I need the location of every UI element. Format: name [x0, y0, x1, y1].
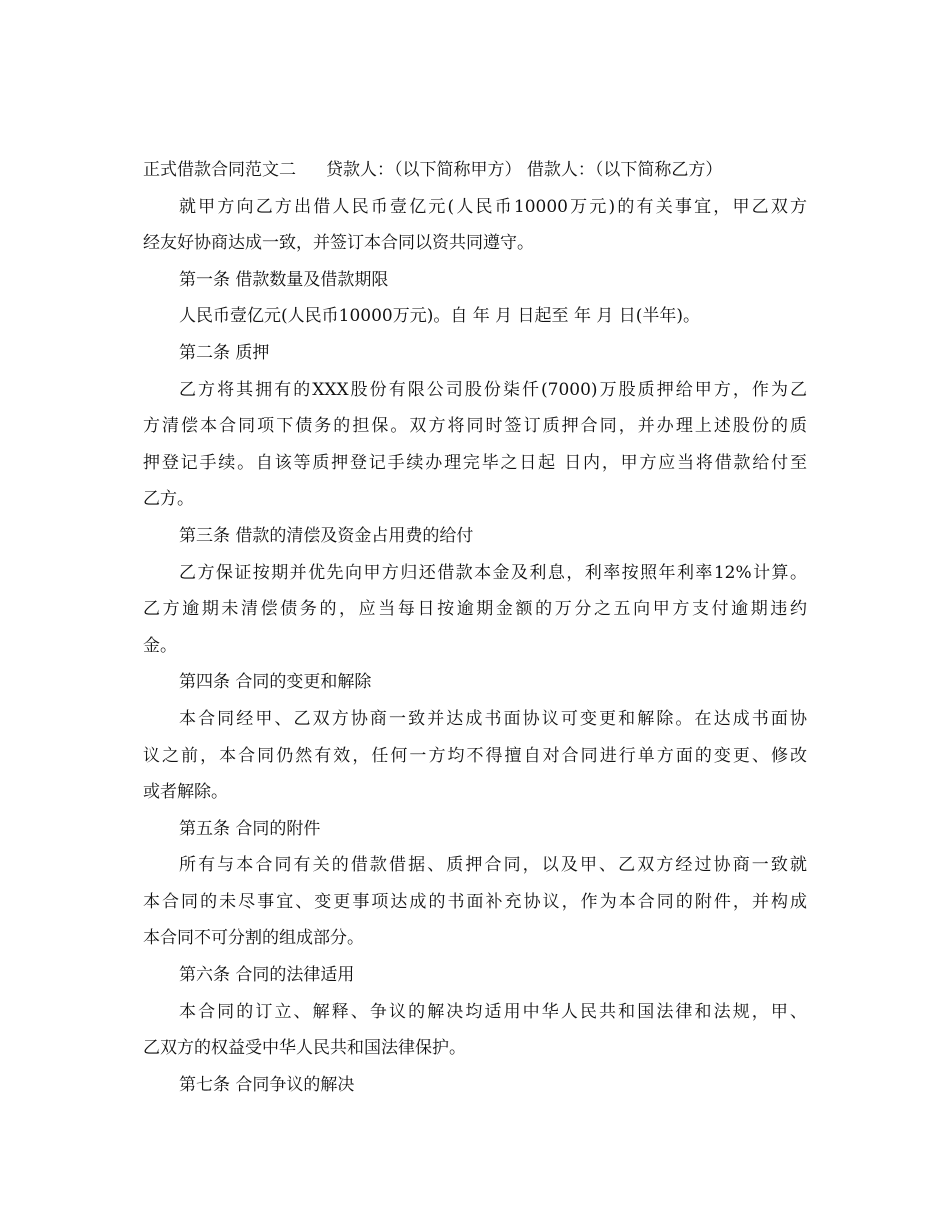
article-heading: 第一条 借款数量及借款期限 [179, 269, 389, 290]
intro-line: 就甲方向乙方出借人民币壹亿元(人民币10000万元)的有关事宜，甲乙双方 [179, 196, 807, 217]
intro-line: 经友好协商达成一致，并签订本合同以资共同遵守。 [143, 233, 534, 254]
article-heading: 第二条 质押 [179, 342, 270, 363]
article-text: 乙双方的权益受中华人民共和国法律保护。 [143, 1038, 466, 1059]
article-text: 乙方保证按期并优先向甲方归还借款本金及利息，利率按照年利率12%计算。 [179, 562, 807, 583]
article-heading: 第七条 合同争议的解决 [179, 1074, 355, 1095]
article-heading: 第六条 合同的法律适用 [179, 965, 355, 986]
article-text: 本合同的订立、解释、争议的解决均适用中华人民共和国法律和法规，甲、 [179, 1001, 807, 1022]
article-text: 金。 [143, 635, 177, 656]
article-text: 议之前，本合同仍然有效，任何一方均不得擅自对合同进行单方面的变更、修改 [143, 745, 807, 766]
article-heading: 第四条 合同的变更和解除 [179, 672, 372, 693]
article-text: 本合同的未尽事宜、变更事项达成的书面补充协议，作为本合同的附件，并构成 [143, 891, 807, 912]
article-text: 方清偿本合同项下债务的担保。双方将同时签订质押合同，并办理上述股份的质 [143, 416, 807, 437]
article-text: 乙方将其拥有的XXX股份有限公司股份柒仟(7000)万股质押给甲方，作为乙 [179, 379, 807, 400]
document-header [143, 152, 807, 189]
article-text: 本合同经甲、乙双方协商一致并达成书面协议可变更和解除。在达成书面协 [179, 708, 807, 729]
document-title: 正式借款合同范文二 [143, 160, 296, 180]
article-text: 乙方。 [143, 489, 194, 510]
article-text: 或者解除。 [143, 782, 228, 803]
article-text: 乙方逾期未清偿债务的，应当每日按逾期金额的万分之五向甲方支付逾期违约 [143, 599, 807, 620]
article-text: 本合同不可分割的组成部分。 [143, 928, 364, 949]
document-body [143, 152, 807, 1103]
article-text: 押登记手续。自该等质押登记手续办理完毕之日起 日内，甲方应当将借款给付至 [143, 452, 807, 473]
article-text: 所有与本合同有关的借款借据、质押合同，以及甲、乙双方经过协商一致就 [179, 855, 807, 876]
article-heading: 第五条 合同的附件 [179, 818, 321, 839]
lender-label: 贷款人：（以下简称甲方） [326, 160, 522, 180]
article-heading: 第三条 借款的清偿及资金占用费的给付 [179, 525, 474, 546]
borrower-label: 借款人：（以下简称乙方） [526, 160, 723, 180]
article-text: 人民币壹亿元(人民币10000万元)。自 年 月 日起至 年 月 日(半年)。 [179, 306, 701, 327]
